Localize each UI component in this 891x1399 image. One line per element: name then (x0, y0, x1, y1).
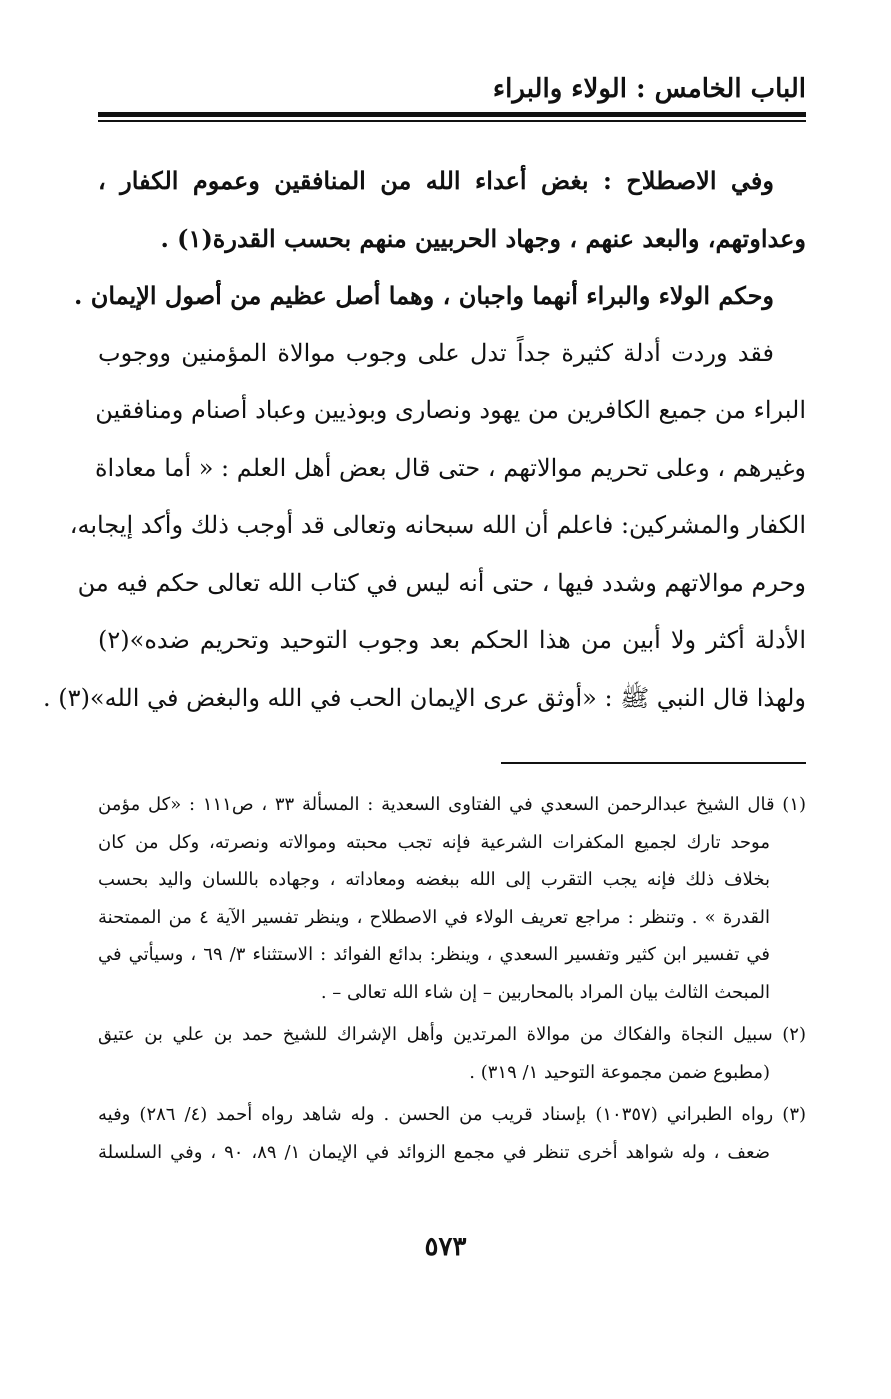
body-line: فقد وردت أدلة كثيرة جداً تدل على وجوب موالاة المؤمنين ووجوب (98, 338, 775, 367)
footnote-line: بخلاف ذلك فإنه يجب التقرب إلى الله ببغضه ومعاداته ، وجهاده باللسان واليد بحسب (98, 869, 770, 890)
body-line: وعداوتهم، والبعد عنهم ، وجهاد الحربيين منهم بحسب القدرة(١) . (160, 223, 806, 253)
footnotes (98, 786, 806, 1171)
footnote-line: (مطبوع ضمن مجموعة التوحيد ١/ ٣١٩) . (469, 1061, 770, 1083)
running-head: الباب الخامس : الولاء والبراء (492, 74, 806, 104)
header-rule-thin (98, 120, 806, 122)
body-line: البراء من جميع الكافرين من يهود ونصارى وبوذيين وعباد أصنام ومنافقين (95, 396, 806, 424)
page-number: ٥٧٣ (424, 1232, 467, 1262)
footnote-separator (501, 762, 806, 764)
footnote-line: (١) قال الشيخ عبدالرحمن السعدي في الفتاوى السعدية : المسألة ٣٣ ، ص١١١ : «كل مؤمن (98, 794, 807, 815)
footnote-line: المبحث الثالث بيان المراد بالمحاربين – إن شاء الله تعالى – . (320, 981, 770, 1003)
footnote-line: ضعف ، وله شواهد أخرى تنظر في مجمع الزوائد في الإيمان ١/ ٨٩، ٩٠ ، وفي السلسلة (98, 1141, 770, 1163)
main-text (43, 152, 806, 727)
footnote-line: القدرة » . وتنظر : مراجع تعريف الولاء في الاصطلاح ، وينظر تفسير الآية ٤ من الممتحنة (98, 906, 770, 928)
body-line: وفي الاصطلاح : بغض أعداء الله من المنافقين وعموم الكفار ، (98, 166, 774, 195)
body-line: الأدلة أكثر ولا أبين من هذا الحكم بعد وجوب التوحيد وتحريم ضده»(٢) (98, 626, 806, 654)
body-line: وحرم موالاتهم وشدد فيها ، حتى أنه ليس في كتاب الله تعالى حكم فيه من (77, 568, 806, 597)
footnote-line: موحد تارك لجميع المكفرات الشرعية فإنه تجب محبته وموالاته ونصرته، وكل من كان (98, 831, 770, 853)
footnote-line: (٣) رواه الطبراني (١٠٣٥٧) بإسناد قريب من الحسن . وله شاهد رواه أحمد (٤/ ٢٨٦) وفيه (98, 1104, 807, 1125)
body-line: وحكم الولاء والبراء أنهما واجبان ، وهما أصل عظيم من أصول الإيمان . (74, 281, 774, 310)
body-line: ولهذا قال النبي ﷺ : «أوثق عرى الإيمان الحب في الله والبغض في الله»(٣) . (43, 683, 806, 712)
footnote-line: في تفسير ابن كثير وتفسير السعدي ، وينظر: بدائع الفوائد : الاستثناء ٣/ ٦٩ ، وسيأتي في (98, 944, 770, 965)
body-line: وغيرهم ، وعلى تحريم موالاتهم ، حتى قال بعض أهل العلم : « أما معاداة (94, 453, 806, 482)
footnote-line: (٢) سبيل النجاة والفكاك من موالاة المرتدين وأهل الإشراك للشيخ حمد بن علي بن عتيق (98, 1024, 806, 1045)
body-line: الكفار والمشركين: فاعلم أن الله سبحانه وتعالى قد أوجب ذلك وأكد إيجابه، (69, 511, 806, 539)
header-rule-thick (98, 112, 806, 117)
